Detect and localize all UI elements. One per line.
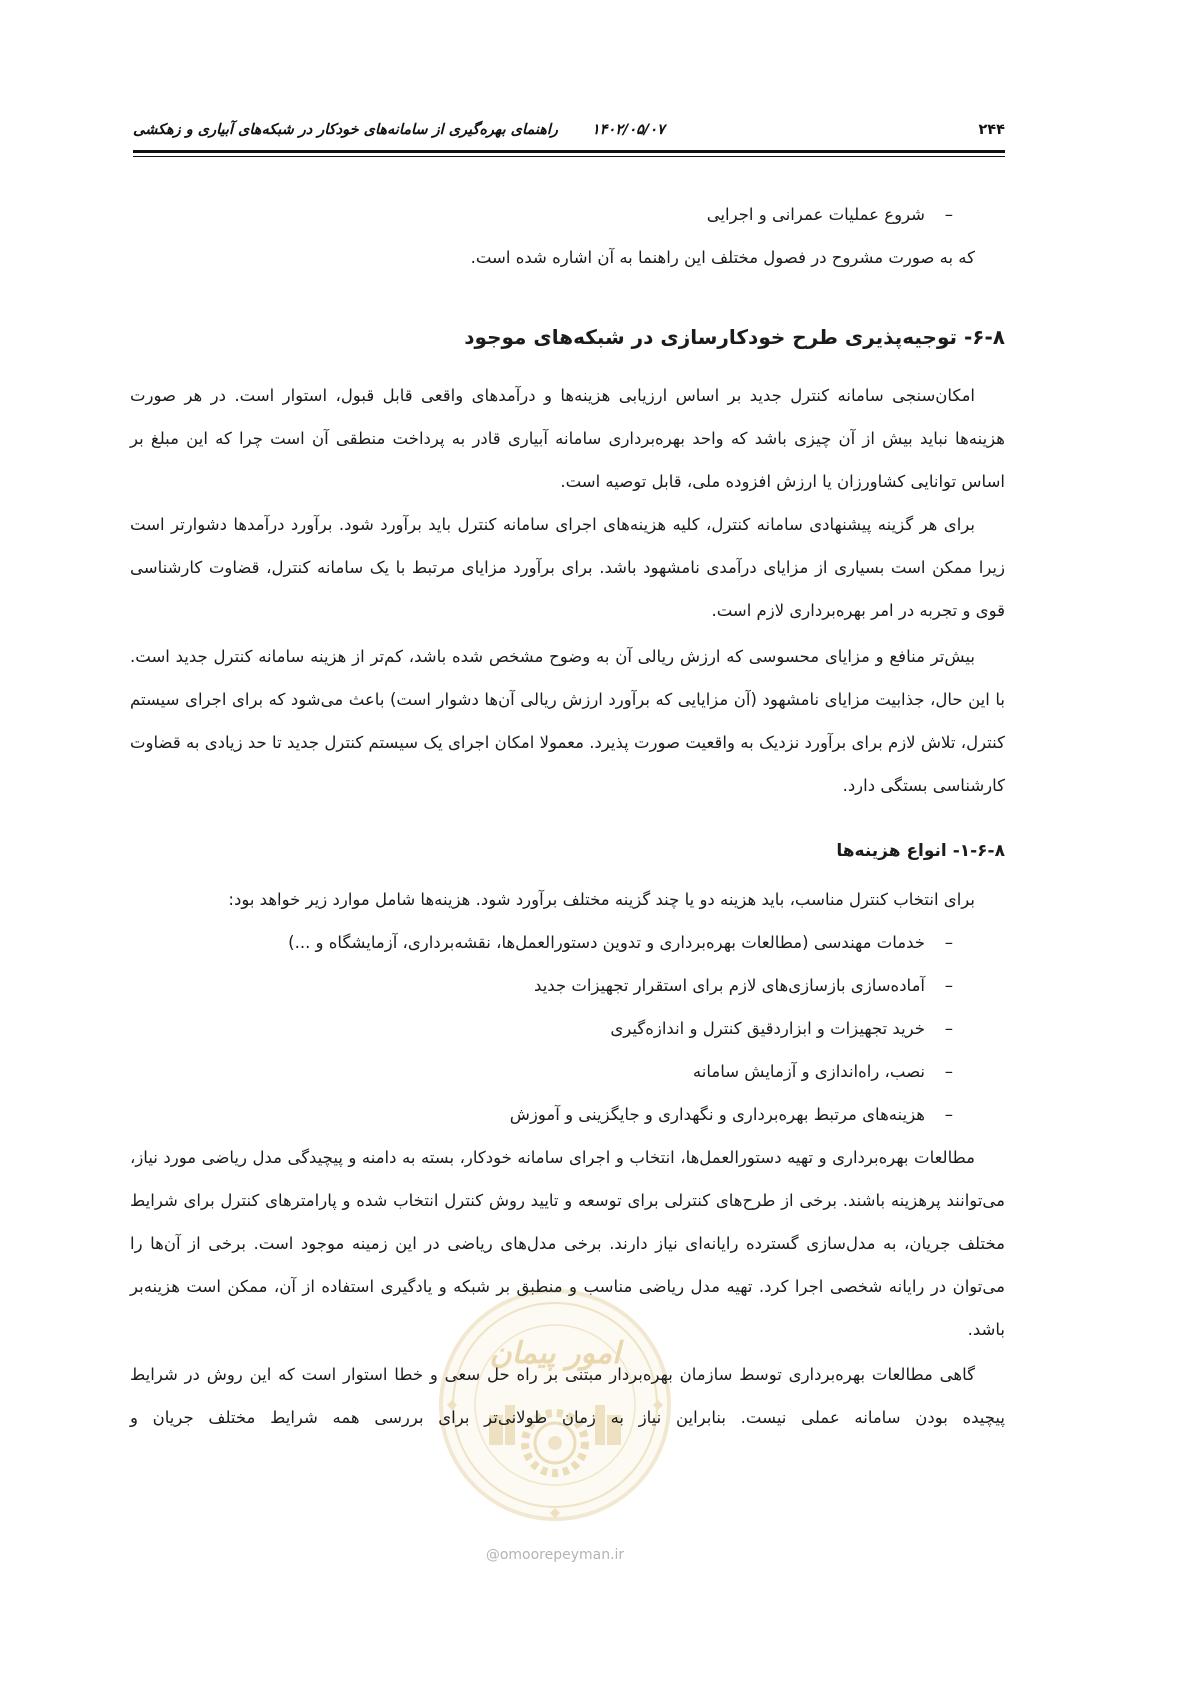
subsection-heading [130, 830, 1005, 873]
page-number: ۲۴۴ [978, 122, 1005, 138]
paragraph: بیش‌تر منافع و مزایای محسوسی که ارزش ریالی آن به وضوح مشخص شده باشد، کم‌تر از هزینه سامانه کنترل جدید است. با این حال، جذابیت مزایای نامشهود (آن مزایایی که برآورد ارزش ریالی آن‌ها دشوار است) باعث می‌شود که برای اجرای سیستم کنترل، تلاش لازم برای برآورد نزدیک به واقعیت صورت پذیرد. معمولا امکان اجرای یک سیستم کنترل جدید تا حد زیادی به قضاوت کارشناسی بستگی دارد. [130, 647, 1005, 795]
paragraph: امکان‌سنجی سامانه کنترل جدید بر اساس ارزیابی هزینه‌ها و درآمدهای واقعی قابل قبول، استوار است. در هر صورت هزینه‌ها نباید بیش از آن چیزی باشد که واحد بهره‌برداری سامانه آبیاری قادر به پرداخت منطقی آن است چرا که این مبلغ بر اساس توانایی کشاورزان یا ارزش افزوده ملی، قابل توصیه است. [130, 386, 1005, 491]
header-title-group [133, 122, 665, 138]
header-title: راهنمای بهره‌گیری از سامانه‌های خودکار در شبکه‌های آبیاری و زهکشی [133, 122, 558, 138]
list-item [130, 964, 1005, 1007]
list-intro: برای انتخاب کنترل مناسب، باید هزینه دو یا چند گزینه مختلف برآورد شود. هزینه‌ها شامل موارد زیر خواهد بود: [228, 890, 975, 909]
paragraph: گاهی مطالعات بهره‌برداری توسط سازمان بهره‌بردار مبتنی بر راه حل سعی و خطا استوار است که این روش در شرایط پیچیده بودن سامانه عملی نیست. بنابراین نیاز به زمان طولانی‌تر برای بررسی همه شرایط مختلف جریان و [130, 1365, 1005, 1427]
list-item [130, 1093, 1005, 1136]
bullet-dash: – [944, 1062, 953, 1081]
paragraph: برای هر گزینه پیشنهادی سامانه کنترل، کلیه هزینه‌های اجرای سامانه کنترل باید برآورد شود. برآورد درآمدها دشوارتر است زیرا ممکن است بسیاری از مزایای درآمدی نامشهود باشد. برای برآورد مزایای مرتبط با یک سامانه کنترل، قضاوت کارشناسی قوی و تجربه در امر بهره‌برداری لازم است. [130, 515, 1005, 620]
section-heading [130, 316, 1005, 359]
list-item-text: خدمات مهندسی (مطالعات بهره‌برداری و تدوین دستورالعمل‌ها، نقشه‌برداری، آزمایشگاه و ...) [288, 933, 925, 952]
bullet-dash: – [944, 1019, 953, 1038]
header-rule-thick [133, 150, 1005, 153]
seal-lettering: امور پیمان [489, 1336, 621, 1371]
header-rule-thin [133, 156, 1005, 157]
list-item-text: هزینه‌های مرتبط بهره‌برداری و نگهداری و جایگزینی و آموزش [509, 1105, 925, 1124]
watermark-url: @omoorepeyman.ir [485, 1547, 625, 1563]
list-item [130, 1007, 1005, 1050]
list-item [130, 921, 1005, 964]
page-body [130, 193, 1005, 1439]
subsection-number: ۱-۶-۸- [952, 841, 1005, 861]
section-number: ۶-۸- [963, 325, 1005, 349]
list-item-text: آماده‌سازی بازسازی‌های لازم برای استقرار تجهیزات جدید [534, 976, 925, 995]
header-date: ۱۴۰۲/۰۵/۰۷ [591, 122, 665, 138]
list-item-text: شروع عملیات عمرانی و اجرایی [706, 205, 925, 224]
running-header [133, 117, 1005, 143]
list-item [130, 1050, 1005, 1093]
paragraph: مطالعات بهره‌برداری و تهیه دستورالعمل‌ها، انتخاب و اجرای سامانه خودکار، بسته به دامنه و پیچیدگی مدل ریاضی مورد نیاز، می‌توانند پرهزینه باشند. برخی از طرح‌های کنترلی برای توسعه و تایید روش کنترل انتخاب شده و پارامترهای کنترل برای شرایط مختلف جریان، به مدل‌سازی گسترده رایانه‌ای نیاز دارند. برخی مدل‌های ریاضی در این زمینه موجود است. برخی از آن‌ها را می‌توان در رایانه شخصی اجرا کرد. تهیه مدل ریاضی مناسب و منطبق بر شبکه و یادگیری استفاده از آن، ممکن است هزینه‌بر باشد. [130, 1148, 1005, 1339]
subsection-title: انواع هزینه‌ها [836, 841, 947, 861]
bullet-dash: – [944, 1105, 953, 1124]
bullet-dash: – [944, 205, 953, 224]
list-item-text: خرید تجهیزات و ابزاردقیق کنترل و اندازه‌گیری [610, 1019, 925, 1038]
continuation-text: که به صورت مشروح در فصول مختلف این راهنما به آن اشاره شده است. [470, 248, 975, 267]
list-item [130, 193, 1005, 236]
bullet-dash: – [944, 976, 953, 995]
bullet-dash: – [944, 933, 953, 952]
list-item-text: نصب، راه‌اندازی و آزمایش سامانه [692, 1062, 925, 1081]
section-title: توجیه‌پذیری طرح خودکارسازی در شبکه‌های موجود [464, 325, 957, 349]
